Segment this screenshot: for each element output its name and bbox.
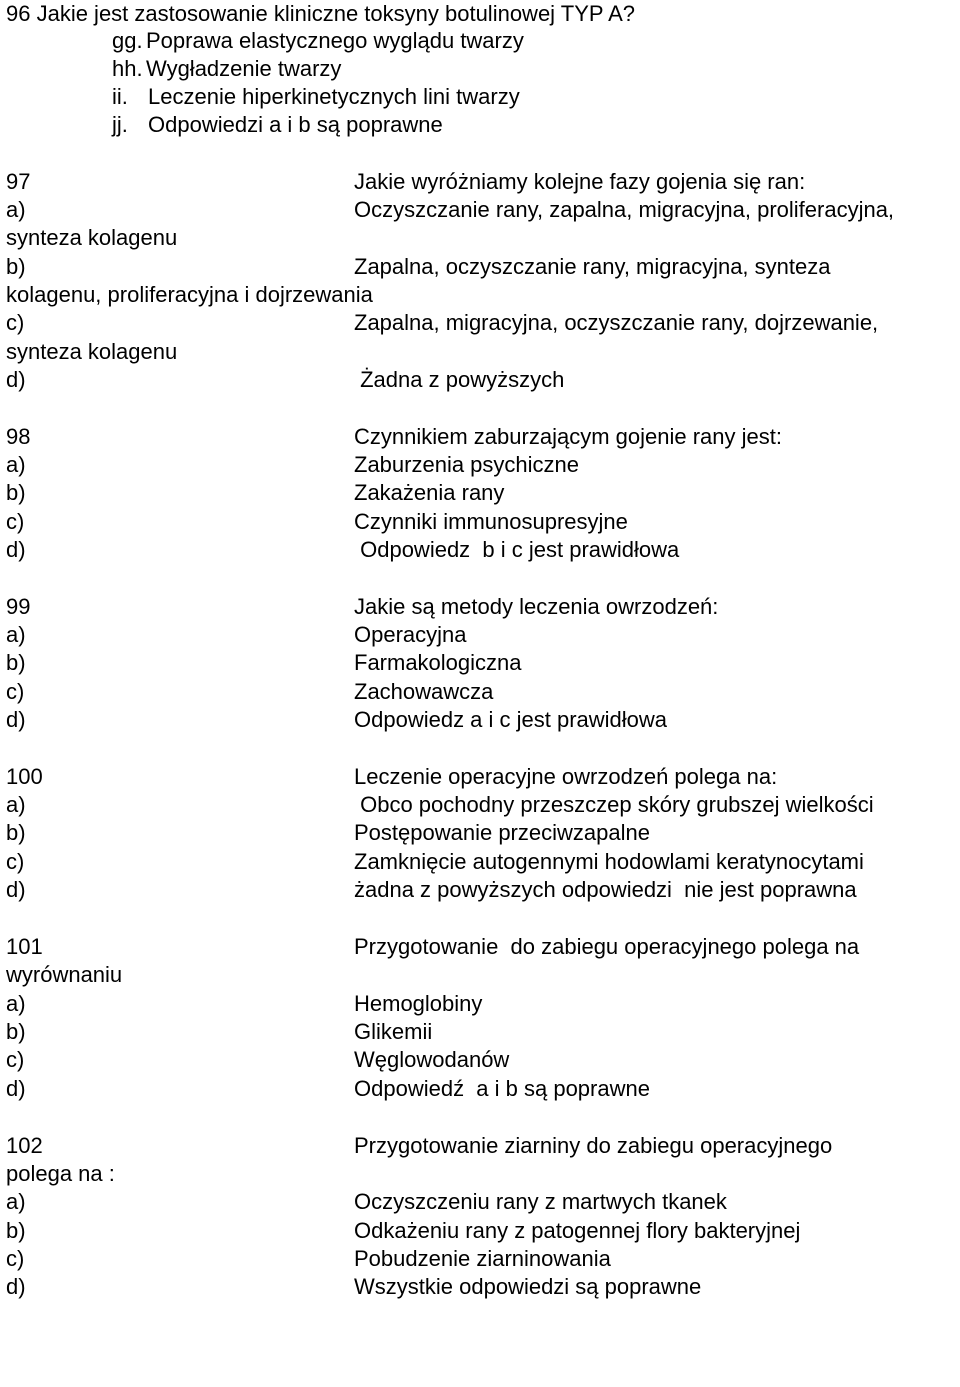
option-100-c [6,848,864,876]
question-text: 96 Jakie jest zastosowanie kliniczne toksyny botulinowej TYP A? [6,1,635,26]
option-97-d [6,366,565,394]
option-99-d [6,706,668,734]
option-label: a) [6,1189,26,1214]
question-number: 97 [6,169,31,194]
option-label: c) [6,1246,25,1271]
question-101 [6,933,860,961]
option-text: Oczyszczeniu rany z martwych tkanek [354,1189,727,1214]
question-101-continuation [6,961,123,989]
option-101-a [6,990,483,1018]
option-text: Poprawa elastycznego wyglądu twarzy [146,28,524,53]
option-101-d [6,1075,650,1103]
option-label: c) [6,509,25,534]
question-text: Jakie są metody leczenia owrzodzeń: [354,594,719,619]
option-96-ii [112,83,520,111]
option-101-c [6,1046,510,1074]
option-label: hh. [112,56,143,81]
option-label: b) [6,1019,26,1044]
option-text: Oczyszczanie rany, zapalna, migracyjna, proliferacyjna, [354,197,895,222]
option-text: Odpowiedz b i c jest prawidłowa [354,537,680,562]
option-text: Węglowodanów [354,1047,510,1072]
option-text: Odpowiedź a i b są poprawne [354,1076,650,1101]
option-label: b) [6,820,26,845]
option-102-c [6,1245,611,1273]
option-text: Zapalna, oczyszczanie rany, migracyjna, synteza [354,254,831,279]
option-label: d) [6,1076,26,1101]
question-number: 100 [6,764,43,789]
option-label: b) [6,480,26,505]
option-text: Wszystkie odpowiedzi są poprawne [354,1274,702,1299]
option-text: Czynniki immunosupresyjne [354,509,628,534]
option-label: a) [6,991,26,1016]
question-text: Przygotowanie do zabiegu operacyjnego polega na [354,934,860,959]
question-number: 101 [6,934,43,959]
option-label: a) [6,197,26,222]
option-text: Hemoglobiny [354,991,483,1016]
option-96-gg [112,27,524,55]
option-101-b [6,1018,433,1046]
option-97-a-continuation [6,224,178,252]
option-label: b) [6,254,26,279]
option-label: d) [6,707,26,732]
option-label: d) [6,1274,26,1299]
question-text: Leczenie operacyjne owrzodzeń polega na: [354,764,778,789]
option-98-c [6,508,628,536]
question-text: Przygotowanie ziarniny do zabiegu operacyjnego [354,1133,833,1158]
option-text: Leczenie hiperkinetycznych lini twarzy [148,84,520,109]
option-text: Obco pochodny przeszczep skóry grubszej wielkości [354,792,874,817]
option-97-b-continuation [6,281,373,309]
option-99-c [6,678,494,706]
option-99-a [6,621,467,649]
option-100-a [6,791,874,819]
option-98-b [6,479,505,507]
option-text: Operacyjna [354,622,467,647]
option-100-d [6,876,857,904]
option-text-continuation: synteza kolagenu [6,339,178,364]
option-96-hh [112,55,342,83]
question-text-continuation: wyrównaniu [6,962,123,987]
option-label: c) [6,1047,25,1072]
option-label: d) [6,367,26,392]
option-102-d [6,1273,702,1301]
option-label: d) [6,877,26,902]
question-99 [6,593,719,621]
option-label: a) [6,622,26,647]
option-96-jj [112,111,443,139]
option-text: Pobudzenie ziarninowania [354,1246,611,1271]
option-label: d) [6,537,26,562]
option-100-b [6,819,650,847]
option-97-c [6,309,879,337]
question-100 [6,763,778,791]
question-text: Czynnikiem zaburzającym gojenie rany jest: [354,424,782,449]
option-text: Zapalna, migracyjna, oczyszczanie rany, dojrzewanie, [354,310,879,335]
option-102-a [6,1188,727,1216]
option-label: b) [6,650,26,675]
option-102-b [6,1217,801,1245]
option-97-c-continuation [6,338,178,366]
option-text-continuation: synteza kolagenu [6,225,178,250]
option-text-continuation: kolagenu, proliferacyjna i dojrzewania [6,282,373,307]
option-text: Zaburzenia psychiczne [354,452,580,477]
option-label: c) [6,310,25,335]
option-98-a [6,451,580,479]
option-98-d [6,536,680,564]
option-label: a) [6,452,26,477]
option-97-a [6,196,895,224]
question-text: Jakie wyróżniamy kolejne fazy gojenia się ran: [354,169,806,194]
option-text: Odpowiedzi a i b są poprawne [148,112,443,137]
option-text: Żadna z powyższych [354,367,565,392]
option-text: Odpowiedz a i c jest prawidłowa [354,707,668,732]
question-98 [6,423,782,451]
option-label: c) [6,679,25,704]
question-number: 99 [6,594,31,619]
option-text: Glikemii [354,1019,433,1044]
option-label: ii. [112,84,128,109]
question-number: 102 [6,1133,43,1158]
option-text: Postępowanie przeciwzapalne [354,820,650,845]
option-text: Zamknięcie autogennymi hodowlami keratynocytami [354,849,864,874]
option-text: Odkażeniu rany z patogennej flory bakteryjnej [354,1218,801,1243]
option-text: Farmakologiczna [354,650,522,675]
option-text: Zakażenia rany [354,480,505,505]
option-99-b [6,649,522,677]
option-label: jj. [112,112,128,137]
option-text: Wygładzenie twarzy [146,56,342,81]
option-text: Zachowawcza [354,679,494,704]
option-label: a) [6,792,26,817]
option-text: żadna z powyższych odpowiedzi nie jest poprawna [354,877,857,902]
option-label: gg. [112,28,143,53]
question-102-continuation [6,1160,115,1188]
question-text-continuation: polega na : [6,1161,115,1186]
option-label: b) [6,1218,26,1243]
question-96-title [6,0,635,28]
question-number: 98 [6,424,31,449]
question-97 [6,168,806,196]
option-97-b [6,253,831,281]
question-102 [6,1132,833,1160]
option-label: c) [6,849,25,874]
